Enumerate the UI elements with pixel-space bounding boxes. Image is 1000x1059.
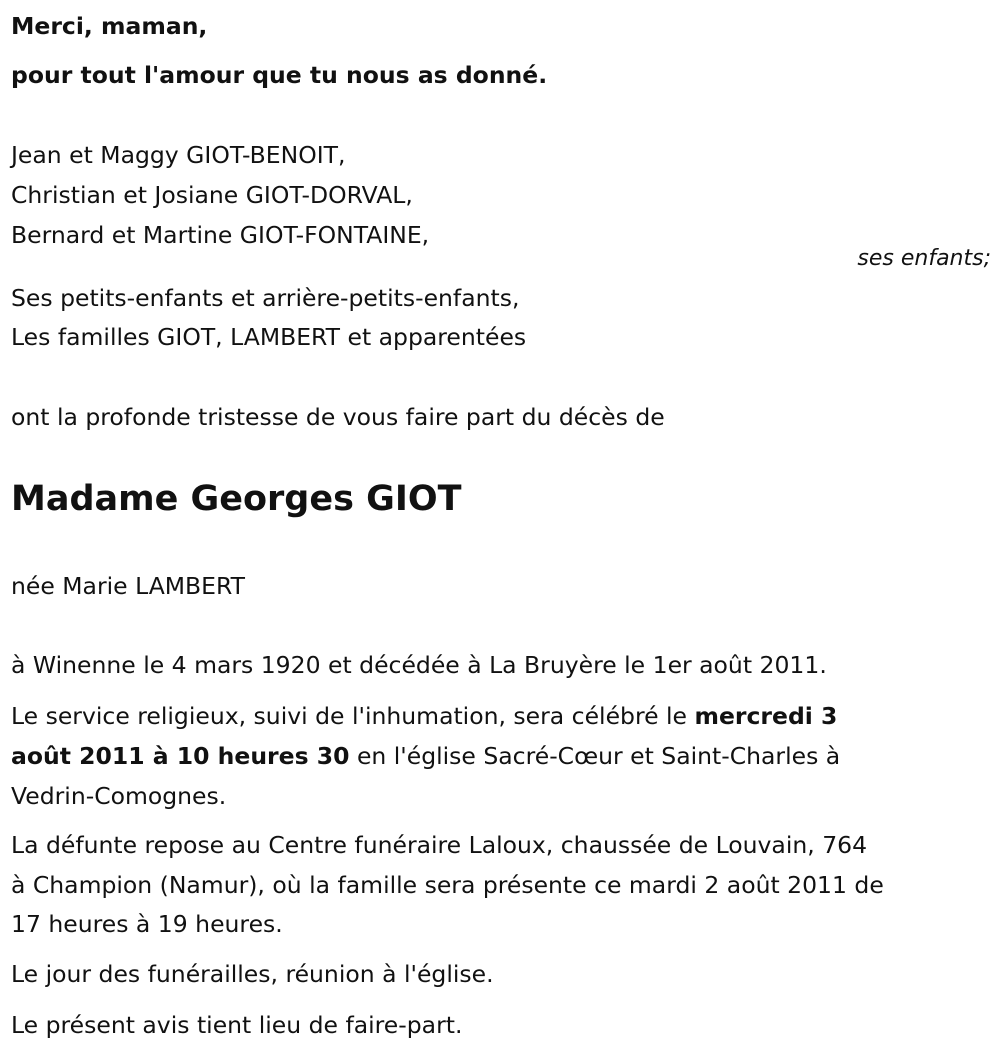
announcement-text: ont la profonde tristesse de vous faire part du décès de [11,403,665,431]
service-line-3: Vedrin-Comognes. [11,782,227,810]
service-text-post: en l'église Sacré-Cœur et Saint-Charles à [349,742,841,770]
child-name-3: Bernard et Martine GIOT-FONTAINE, [11,221,430,249]
birth-death-line: à Winenne le 4 mars 1920 et décédée à La Bruyère le 1er août 2011. [11,651,827,679]
child-name-1: Jean et Maggy GIOT-BENOIT, [11,141,346,169]
family-line-1: Ses petits-enfants et arrière-petits-enfants, [11,284,520,312]
service-date-bold-1: mercredi 3 [694,702,838,730]
notice-line: Le présent avis tient lieu de faire-part. [11,1011,463,1039]
header-line-2: pour tout l'amour que tu nous as donné. [11,61,548,89]
service-date-bold-2: août 2011 à 10 heures 30 [11,742,350,770]
header-line-1: Merci, maman, [11,12,208,40]
children-role-label: ses enfants; [857,246,991,271]
repose-line-3: 17 heures à 19 heures. [11,910,283,938]
repose-line-1: La défunte repose au Centre funéraire Laloux, chaussée de Louvain, 764 [11,831,868,859]
service-text-pre: Le service religieux, suivi de l'inhumation, sera célébré le [11,702,695,730]
repose-line-2: à Champion (Namur), où la famille sera présente ce mardi 2 août 2011 de [11,871,884,899]
service-line-1 [11,701,837,731]
child-name-2: Christian et Josiane GIOT-DORVAL, [11,181,413,209]
service-line-2 [11,741,840,771]
family-line-2: Les familles GIOT, LAMBERT et apparentées [11,323,527,351]
birth-name: née Marie LAMBERT [11,572,246,600]
deceased-name: Madame Georges GIOT [11,479,462,519]
funeral-day-line: Le jour des funérailles, réunion à l'église. [11,960,494,988]
